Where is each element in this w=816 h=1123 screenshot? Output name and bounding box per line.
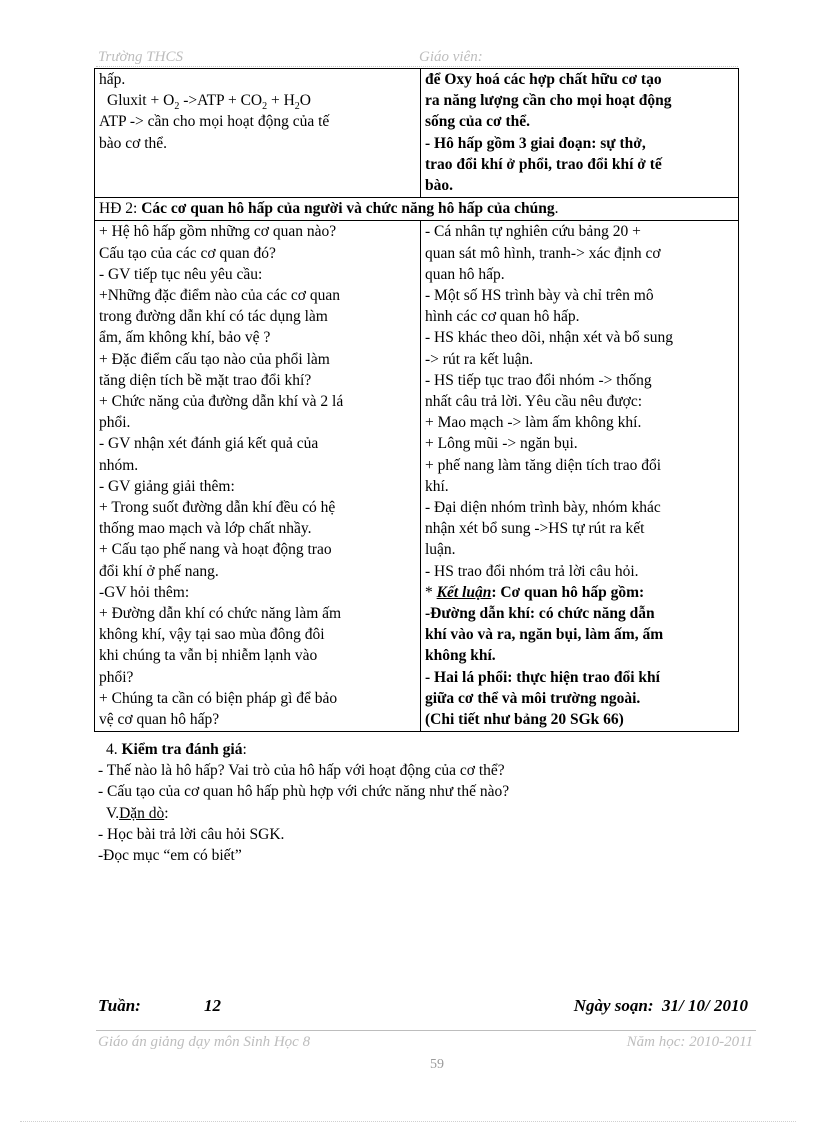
student-activity-cell: - Cá nhân tự nghiên cứu bảng 20 + quan sát mô hình, tranh-> xác định cơ quan hô hấp. - Một số HS trình bày và chỉ trên mô hình các cơ quan hô hấp. - HS khác theo dõi, nhận xét và bổ sung -> rút ra kết luận. - HS tiếp tục trao đổi nhóm -> thống nhất câu trả lời. Yêu cầu nêu được: + Mao mạch -> làm ấm không khí. + Lông mũi -> ngăn bụi. + phế nang làm tăng diện tích trao đổi khí. - Đại diện nhóm trình bày, nhóm khác nhận xét bổ sung ->HS tự rút ra kết luận. - HS trao đổi nhóm trả lời câu hỏi. * Kết luận: Cơ quan hô hấp gồm: -Đường dẫn khí: có chức năng dẫn khí vào và ra, ngăn bụi, làm ấm, ấm không khí. - Hai lá phổi: thực hiện trao đổi khí giữa cơ thể và môi trường ngoài. (Chi tiết như bảng 20 SGk 66) <box>421 221 739 732</box>
assessment-section <box>98 739 738 866</box>
question: - Thế nào là hô hấp? Vai trò của hô hấp với hoạt động của cơ thể? <box>98 762 505 780</box>
homework-item: - Học bài trả lời câu hỏi SGK. <box>98 825 285 843</box>
page-footer <box>98 1034 753 1054</box>
week-date-row <box>98 996 748 1018</box>
activity-heading: HĐ 2: Các cơ quan hô hấp của người và chức năng hô hấp của chúng. <box>95 198 739 221</box>
equation: Gluxit + $O_2$ $->ATP + CO_2 + H_2O$ <box>107 92 311 113</box>
school-year: Năm học: 2010-2011 <box>626 1034 753 1050</box>
conclusion-heading: * Kết luận: Cơ quan hô hấp gồm: <box>425 583 645 601</box>
section-heading: V.Dặn dò: <box>106 804 169 822</box>
course-label: Giáo án giảng dạy môn Sinh Học 8 <box>98 1034 311 1050</box>
homework-item: -Đọc mục “em có biết” <box>98 847 242 865</box>
student-activity-cell: để Oxy hoá các hợp chất hữu cơ tạo ra năng lượng cần cho mọi hoạt động sống của cơ thể. - Hô hấp gồm 3 giai đoạn: sự thở, trao đổi khí ở phổi, trao đổi khí ở tế bào. <box>421 69 739 198</box>
table-row <box>95 69 739 198</box>
prep-date: Ngày soạn: 31/ 10/ 2010 <box>573 996 748 1015</box>
footer-divider <box>96 1030 756 1031</box>
page-number: 59 <box>430 1057 444 1072</box>
teacher-activity-cell: hấp. Gluxit + $O_2$ $->ATP + CO_2 + H_2O$ ATP -> cần cho mọi hoạt động của tế bào cơ thể. <box>95 69 421 198</box>
week-number: 12 <box>204 996 221 1015</box>
week-label: Tuần: <box>98 996 141 1015</box>
teacher-label: Giáo viên: <box>419 49 483 65</box>
school-label: Trường THCS <box>98 49 183 65</box>
teacher-activity-cell: + Hệ hô hấp gồm những cơ quan nào? Cấu tạo của các cơ quan đó? - GV tiếp tục nêu yêu cầu: +Những đặc điểm nào của các cơ quan trong đường dẫn khí có tác dụng làm ẩm, ấm không khí, bảo vệ ? + Đặc điểm cấu tạo nào của phổi làm tăng diện tích bề mặt trao đổi khí? + Chức năng của đường dẫn khí và 2 lá phổi. - GV nhận xét đánh giá kết quả của nhóm. - GV giảng giải thêm: + Trong suốt đường dẫn khí đều có hệ thống mao mạch và lớp chất nhầy. + Cấu tạo phế nang và hoạt động trao đổi khí ở phế nang. -GV hỏi thêm: + Đường dẫn khí có chức năng làm ấm không khí, vậy tại sao mùa đông đôi khi chúng ta vẫn bị nhiễm lạnh vào phổi? + Chúng ta cần có biện pháp gì để bảo vệ cơ quan hô hấp? <box>95 221 421 732</box>
page-bottom-border <box>20 1121 796 1122</box>
table-row <box>95 198 739 221</box>
question: - Cấu tạo của cơ quan hô hấp phù hợp với chức năng như thế nào? <box>98 783 510 801</box>
section-heading: 4. Kiểm tra đánh giá: <box>106 741 247 758</box>
lesson-table <box>94 68 739 732</box>
header-divider <box>96 66 738 67</box>
table-row <box>95 221 739 732</box>
